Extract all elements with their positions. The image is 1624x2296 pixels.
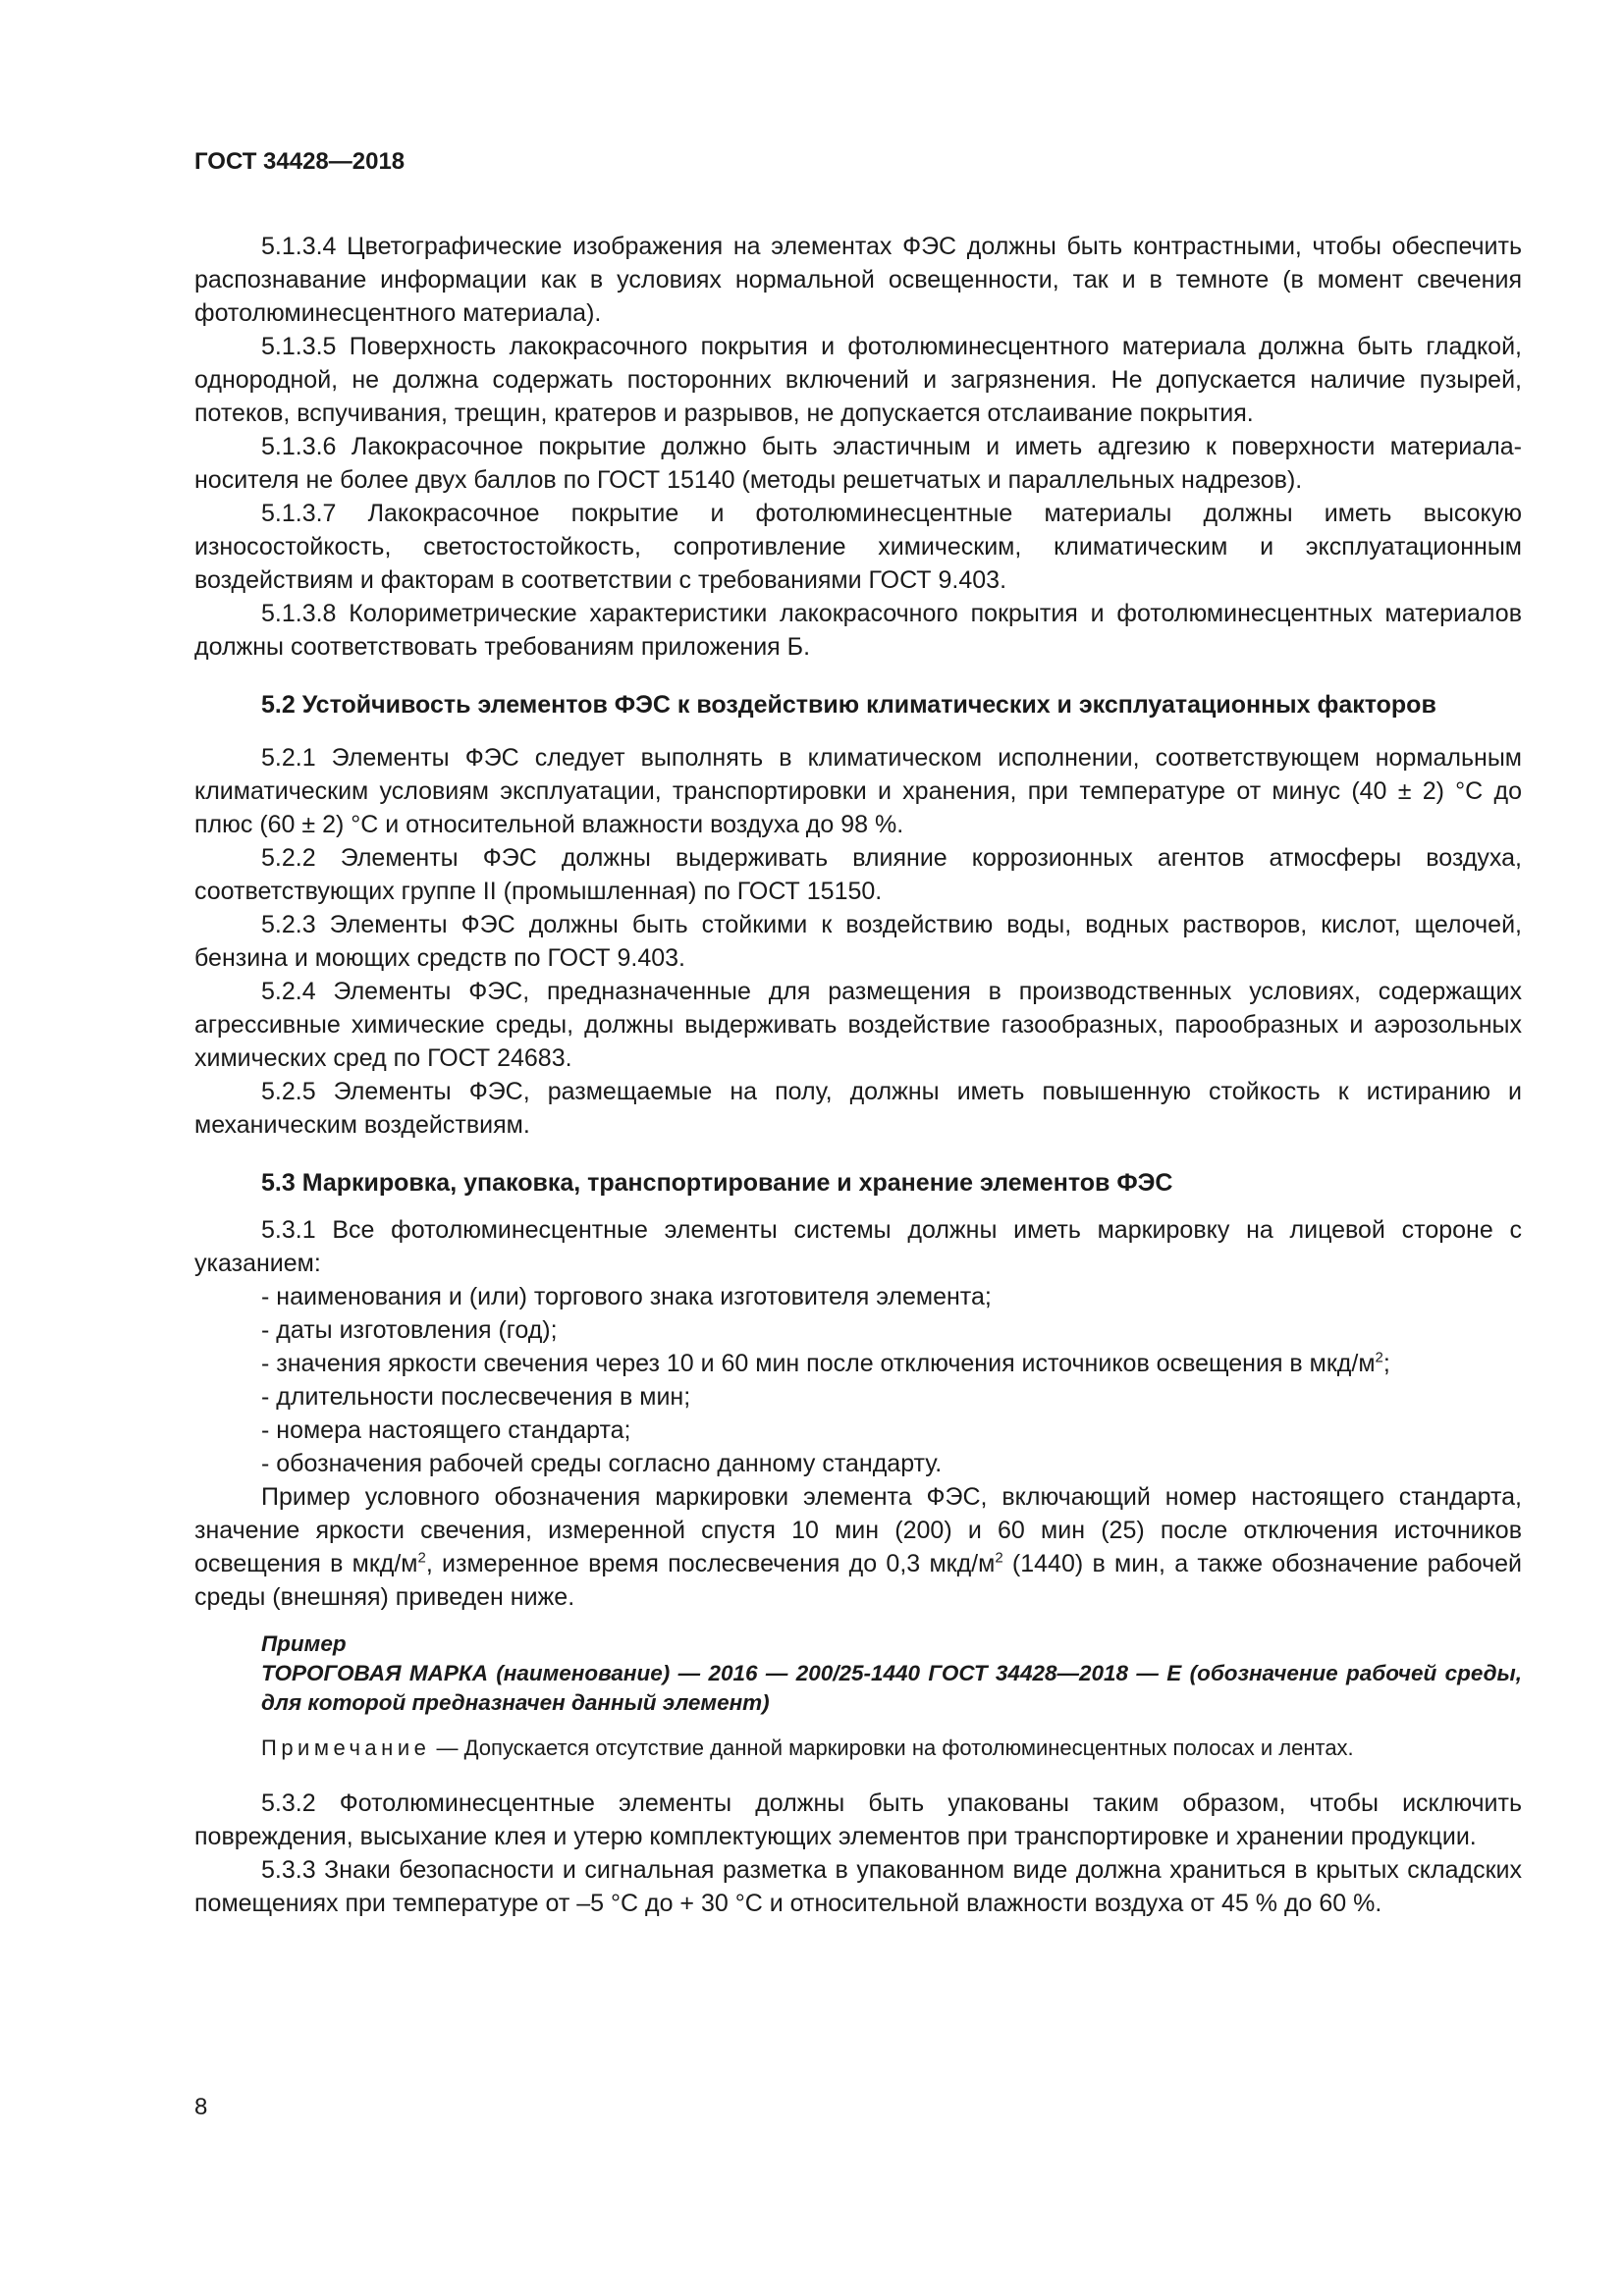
- example-intro-paragraph: [194, 1480, 1522, 1614]
- paragraph-5-3-2: 5.3.2 Фотолюминесцентные элементы должны быть упакованы таким образом, чтобы исключить повреждения, высыхание клея и утерю комплектующих элементов при транспортировке и хранении продукции.: [194, 1789, 1522, 1850]
- superscript: 2: [1375, 1349, 1383, 1366]
- example-label: Пример: [261, 1631, 347, 1656]
- paragraph-5-1-3-8: 5.1.3.8 Колориметрические характеристики лакокрасочного покрытия и фотолюминесцентных материалов должны соответствовать требованиям приложения Б.: [194, 600, 1522, 661]
- paragraph-5-3-1: 5.3.1 Все фотолюминесцентные элементы системы должны иметь маркировку на лицевой стороне с указанием:: [194, 1216, 1522, 1277]
- superscript: 2: [417, 1549, 426, 1567]
- list-item: - обозначения рабочей среды согласно данному стандарту.: [261, 1450, 943, 1477]
- note-text: — Допускается отсутствие данной маркировки на фотолюминесцентных полосах и лентах.: [430, 1735, 1354, 1760]
- paragraph-5-1-3-5: 5.1.3.5 Поверхность лакокрасочного покрытия и фотолюминесцентного материала должна быть гладкой, однородной, не должна содержать посторонних включений и загрязнения. Не допускается наличие пузырей, потеков, вспучивания, трещин, кратеров и разрывов, не допускается отслаивание покрытия.: [194, 333, 1522, 427]
- section-5-2-body: [194, 741, 1522, 1142]
- note-label: Примечание: [261, 1735, 431, 1760]
- list-item: - наименования и (или) торгового знака изготовителя элемента;: [261, 1283, 992, 1310]
- section-5-3-heading: 5.3 Маркировка, упаковка, транспортирование и хранение элементов ФЭС: [261, 1169, 1173, 1197]
- paragraph-5-3-3: 5.3.3 Знаки безопасности и сигнальная разметка в упакованном виде должна храниться в крытых складских помещениях при температуре от –5 °С до + 30 °С и относительной влажности воздуха от 45 % до 60 %.: [194, 1856, 1522, 1917]
- paragraph-5-1-3-7: 5.1.3.7 Лакокрасочное покрытие и фотолюминесцентные материалы должны иметь высокую износостойкость, светостостойкость, сопротивление химическим, климатическим и эксплуатационным воздействиям и факторам в соответствии с требованиями ГОСТ 9.403.: [194, 500, 1522, 594]
- paragraph-5-2-5: 5.2.5 Элементы ФЭС, размещаемые на полу, должны иметь повышенную стойкость к истиранию и механическим воздействиям.: [194, 1078, 1522, 1139]
- document-page: [194, 147, 1522, 1920]
- superscript: 2: [995, 1549, 1003, 1567]
- document-header: ГОСТ 34428—2018: [194, 148, 406, 175]
- marking-requirements-list: [194, 1280, 1522, 1480]
- paragraph-5-2-4: 5.2.4 Элементы ФЭС, предназначенные для размещения в производственных условиях, содержащих агрессивные химические среды, должны выдерживать воздействие газообразных, парообразных и аэрозольных химических сред по ГОСТ 24683.: [194, 978, 1522, 1072]
- example-text: ТОРОГОВАЯ МАРКА (наименование) — 2016 — 200/25-1440 ГОСТ 34428—2018 — Е (обозначение рабочей среды, для которой предназначен данный элемент): [261, 1661, 1522, 1715]
- example-block: [194, 1629, 1522, 1718]
- paragraph-5-2-1: 5.2.1 Элементы ФЭС следует выполнять в климатическом исполнении, соответствующем нормальным климатическим условиям эксплуатации, транспортировки и хранения, при температуре от минус (40 ± 2) °С до плюс (60 ± 2) °С и относительной влажности воздуха до 98 %.: [194, 744, 1522, 838]
- list-item: - номера настоящего стандарта;: [261, 1416, 631, 1444]
- page-number: 8: [194, 2094, 208, 2120]
- list-item: [261, 1347, 1522, 1380]
- example-intro-part-2: , измеренное время послесвечения до 0,3 мкд/м: [425, 1550, 996, 1577]
- section-5-3-body: [194, 1213, 1522, 1920]
- after-note-block: [194, 1787, 1522, 1920]
- list-item-end: ;: [1382, 1350, 1390, 1377]
- section-5-2-heading: 5.2 Устойчивость элементов ФЭС к воздействию климатических и эксплуатационных факторов: [261, 691, 1436, 719]
- list-item: - длительности послесвечения в мин;: [261, 1383, 691, 1411]
- list-item: - даты изготовления (год);: [261, 1316, 558, 1344]
- paragraph-5-2-3: 5.2.3 Элементы ФЭС должны быть стойкими к воздействию воды, водных растворов, кислот, щелочей, бензина и моющих средств по ГОСТ 9.403.: [194, 911, 1522, 972]
- list-item-text: - значения яркости свечения через 10 и 60 мин после отключения источников освещения в мкд/м: [261, 1350, 1376, 1377]
- paragraph-5-1-3-6: 5.1.3.6 Лакокрасочное покрытие должно быть эластичным и иметь адгезию к поверхности материала-носителя не более двух баллов по ГОСТ 15140 (методы решетчатых и параллельных надрезов).: [194, 433, 1522, 494]
- paragraph-5-1-3-4: 5.1.3.4 Цветографические изображения на элементах ФЭС должны быть контрастными, чтобы обеспечить распознавание информации как в условиях нормальной освещенности, так и в темноте (в момент свечения фотолюминесцентного материала).: [194, 233, 1522, 327]
- section-5-1-continuation: [194, 230, 1522, 664]
- note: [194, 1734, 1522, 1763]
- paragraph-5-2-2: 5.2.2 Элементы ФЭС должны выдерживать влияние коррозионных агентов атмосферы воздуха, соответствующих группе II (промышленная) по ГОСТ 15150.: [194, 844, 1522, 905]
- example-intro-part-1: Пример условного обозначения маркировки элемента ФЭС, включающий номер настоящего стандарта, значение яркости свечения, измеренной спустя 10 мин (200) и 60 мин (25) после отключения источников освещения в мкд/м: [194, 1483, 1522, 1577]
- example-intro-part-3: (1440) в мин, а также обозначение рабочей среды (внешняя) приведен ниже.: [194, 1550, 1523, 1611]
